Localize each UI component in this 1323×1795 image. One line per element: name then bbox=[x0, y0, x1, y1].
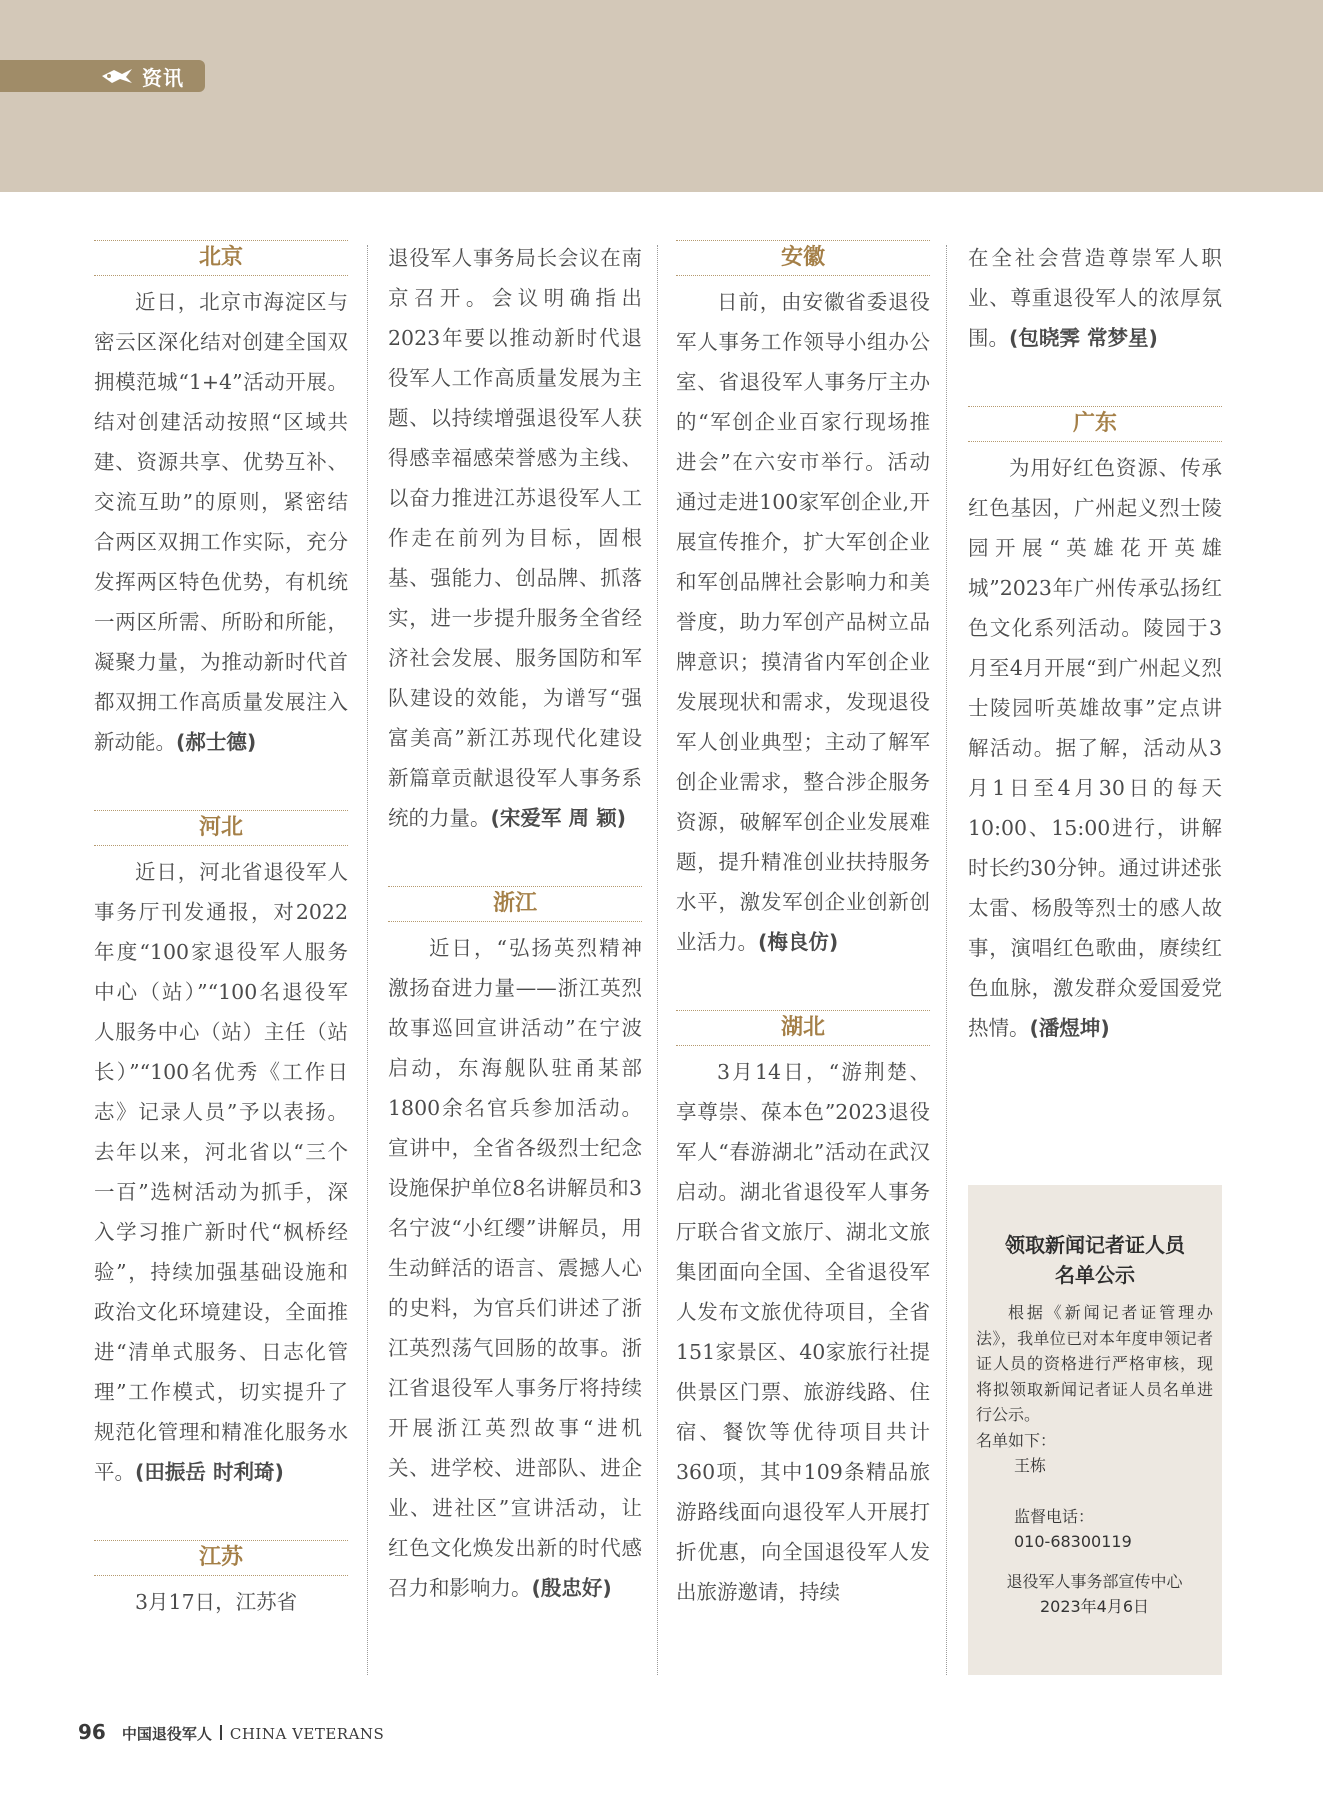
section-title-beijing: 北京 bbox=[94, 240, 348, 276]
notice-title-line: 名单公示 bbox=[1055, 1263, 1135, 1287]
article-zhejiang bbox=[388, 928, 642, 1608]
column-2 bbox=[388, 240, 642, 1608]
notice-title-line: 领取新闻记者证人员 bbox=[1005, 1233, 1185, 1257]
notice-list-label: 名单如下： bbox=[976, 1430, 1057, 1450]
article-anhui bbox=[676, 282, 930, 962]
article-author: (郝士德) bbox=[176, 730, 257, 754]
section-title-guangdong: 广东 bbox=[968, 406, 1222, 442]
page-footer bbox=[78, 1720, 384, 1744]
section-title-hebei: 河北 bbox=[94, 810, 348, 846]
header-banner bbox=[0, 0, 1323, 192]
notice-date: 2023年4月6日 bbox=[1039, 1597, 1150, 1616]
column-3 bbox=[676, 240, 930, 1612]
page-number: 96 bbox=[78, 1720, 106, 1744]
article-author: (包晓霁 常梦星) bbox=[1009, 326, 1158, 350]
column-divider bbox=[946, 245, 947, 1675]
article-body: 3月14日，“游荆楚、享尊崇、葆本色”2023退役军人“春游湖北”活动在武汉启动。湖北省退役军人事务厅联合省文旅厅、湖北文旅集团面向全国、全省退役军人发布文旅优待项目，全省151家景区、40家旅行社提供景区门票、旅游线路、住宿、餐饮等优待项目共计360项，其中109条精品旅游路线面向退役军人开展打折优惠，向全国退役军人发出旅游邀请，持续 bbox=[676, 1060, 930, 1604]
notice-phone: 010-68300119 bbox=[1014, 1532, 1132, 1551]
article-body: 3月17日，江苏省 bbox=[135, 1590, 298, 1614]
section-title-hubei: 湖北 bbox=[676, 1010, 930, 1046]
press-card-notice-box bbox=[968, 1185, 1222, 1675]
article-guangdong bbox=[968, 448, 1222, 1048]
article-body: 在全社会营造尊崇军人职业、尊重退役军人的浓厚氛围。 bbox=[968, 246, 1222, 350]
section-title-zhejiang: 浙江 bbox=[388, 886, 642, 922]
article-jiangsu-cont bbox=[388, 238, 642, 838]
notice-phone-label: 监督电话： bbox=[1014, 1506, 1095, 1526]
article-body: 退役军人事务局长会议在南京召开。会议明确指出2023年要以推动新时代退役军人工作高质量发展为主题、以持续增强退役军人获得感幸福感荣誉感为主线、以奋力推进江苏退役军人工作走在前列为目标，固根基、强能力、创品牌、抓落实，进一步提升服务全省经济社会发展、服务国防和军队建设的效能，为谱写“强富美高”新江苏现代化建设新篇章贡献退役军人事务系统的力量。 bbox=[388, 246, 642, 830]
magazine-name: 中国退役军人 bbox=[121, 1725, 212, 1743]
article-hubei-cont bbox=[968, 238, 1222, 358]
article-author: (田振岳 时利琦) bbox=[135, 1460, 284, 1484]
section-title-anhui: 安徽 bbox=[676, 240, 930, 276]
article-hubei bbox=[676, 1052, 930, 1612]
article-author: (梅良仿) bbox=[758, 930, 839, 954]
article-jiangsu-start bbox=[94, 1582, 348, 1622]
notice-text: 根据《新闻记者证管理办法》，我单位已对本年度申领记者证人员的资格进行严格审核，现将拟领取新闻记者证人员名单进行公示。 bbox=[976, 1303, 1213, 1424]
notice-org: 退役军人事务部宣传中心 bbox=[1006, 1571, 1183, 1591]
article-body: 为用好红色资源、传承红色基因，广州起义烈士陵园开展“英雄花开英雄城”2023年广州传承弘扬红色文化系列活动。陵园于3月至4月开展“到广州起义烈士陵园听英雄故事”定点讲解活动。据了解，活动从3月1日至4月30日的每天10:00、15:00进行，讲解时长约30分钟。通过讲述张太雷、杨殷等烈士的感人故事，演唱红色歌曲，赓续红色血脉，激发群众爱国爱党热情。 bbox=[968, 456, 1222, 1040]
article-author: (潘煜坤) bbox=[1029, 1016, 1110, 1040]
notice-title bbox=[968, 1230, 1222, 1290]
column-1 bbox=[94, 240, 348, 1622]
article-body: 近日，北京市海淀区与密云区深化结对创建全国双拥模范城“1+4”活动开展。结对创建活动按照“区域共建、资源共享、优势互补、交流互助”的原则，紧密结合两区双拥工作实际，充分发挥两区特色优势，有机统一两区所需、所盼和所能，凝聚力量，为推动新时代首都双拥工作高质量发展注入新动能。 bbox=[94, 290, 348, 754]
section-title-jiangsu: 江苏 bbox=[94, 1540, 348, 1576]
footer-divider bbox=[220, 1725, 222, 1740]
column-divider bbox=[657, 245, 658, 1675]
notice-body bbox=[968, 1300, 1222, 1620]
magazine-name-en: CHINA VETERANS bbox=[229, 1725, 385, 1743]
section-tag bbox=[0, 60, 205, 92]
column-4 bbox=[968, 240, 1222, 1048]
article-hebei bbox=[94, 852, 348, 1492]
notice-name: 王栋 bbox=[1014, 1456, 1047, 1475]
column-divider bbox=[367, 245, 368, 1675]
section-tag-label: 资讯 bbox=[142, 65, 184, 90]
article-author: (宋爱军 周 颖) bbox=[490, 806, 627, 830]
article-beijing bbox=[94, 282, 348, 762]
article-body: 近日，“弘扬英烈精神 激扬奋进力量——浙江英烈故事巡回宣讲活动”在宁波启动，东海舰队驻甬某部1800余名官兵参加活动。宣讲中，全省各级烈士纪念设施保护单位8名讲解员和3名宁波“小红缨”讲解员，用生动鲜活的语言、震撼人心的史料，为官兵们讲述了浙江英烈荡气回肠的故事。浙江省退役军人事务厅将持续开展浙江英烈故事“进机关、进学校、进部队、进企业、进社区”宣讲活动，让红色文化焕发出新的时代感召力和影响力。 bbox=[388, 936, 642, 1600]
article-body: 近日，河北省退役军人事务厅刊发通报，对2022年度“100家退役军人服务中心（站）”“100名退役军人服务中心（站）主任（站长）”“100名优秀《工作日志》记录人员”予以表扬。去年以来，河北省以“三个一百”选树活动为抓手，深入学习推广新时代“枫桥经验”，持续加强基础设施和政治文化环境建设，全面推进“清单式服务、日志化管理”工作模式，切实提升了规范化管理和精准化服务水平。 bbox=[94, 860, 348, 1484]
bird-logo-icon bbox=[100, 66, 134, 86]
article-author: (殷忠好) bbox=[531, 1576, 612, 1600]
article-body: 日前，由安徽省委退役军人事务工作领导小组办公室、省退役军人事务厅主办的“军创企业百家行现场推进会”在六安市举行。活动通过走进100家军创企业,开展宣传推介，扩大军创企业和军创品牌社会影响力和美誉度，助力军创产品树立品牌意识；摸清省内军创企业发展现状和需求，发现退役军人创业典型；主动了解军创企业需求，整合涉企服务资源，破解军创企业发展难题，提升精准创业扶持服务水平，激发军创企业创新创业活力。 bbox=[676, 290, 930, 954]
